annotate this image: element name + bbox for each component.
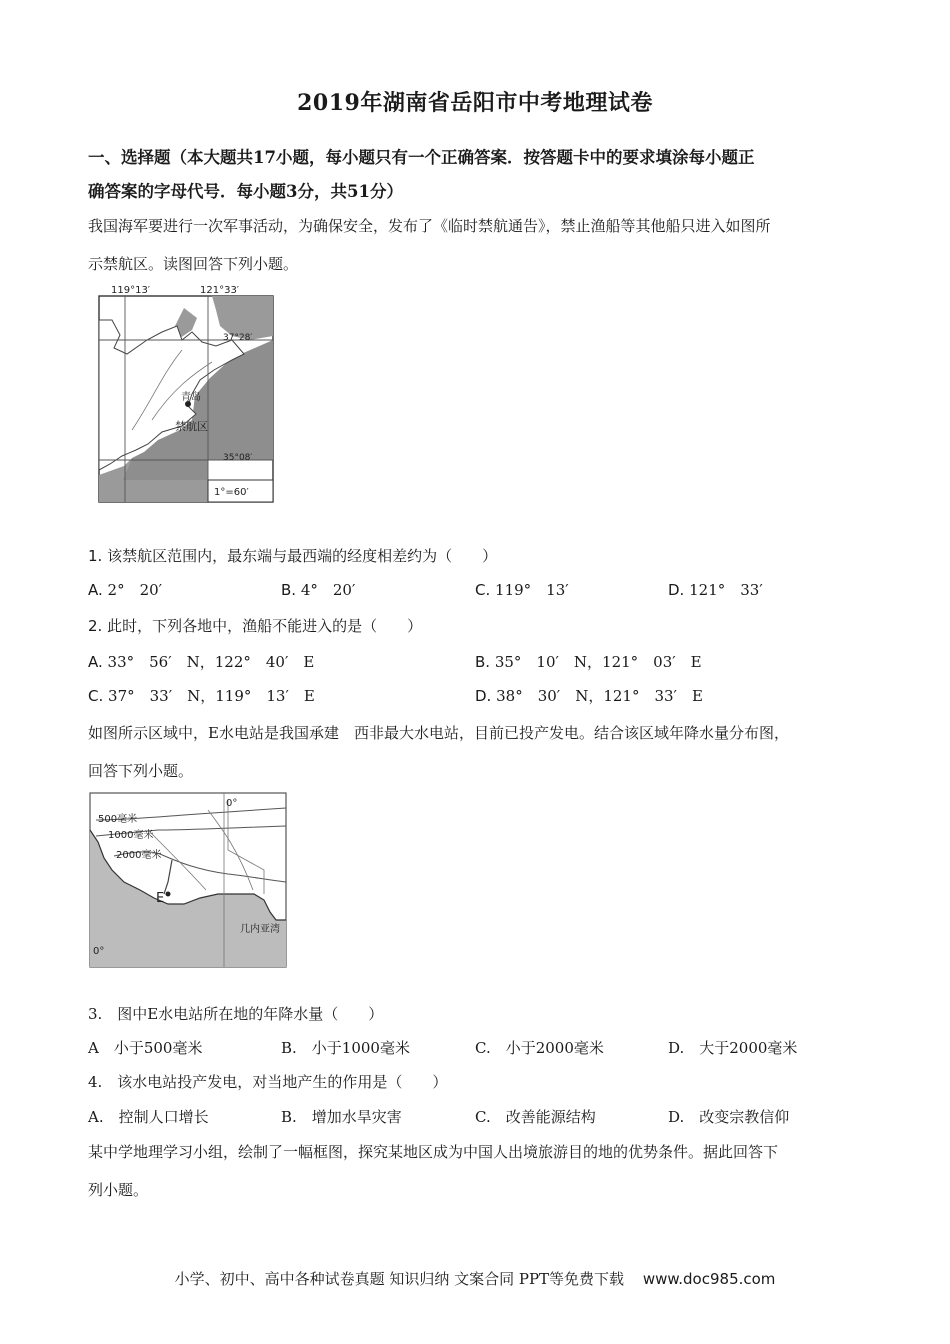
gulf-label: 几内亚湾 [240, 924, 280, 935]
lat-top-label: 37°28′ [223, 333, 253, 343]
question-1-number: 1. [88, 547, 103, 565]
intro1-line1: 我国海军要进行一次军事活动，为确保安全，发布了《临时禁航通告》，禁止渔船等其他船只进入如图所 [88, 217, 771, 235]
page-footer [0, 1268, 950, 1289]
lon-left-label: 119°13′ [111, 285, 151, 296]
question-1 [88, 545, 497, 566]
section-heading-line2: 确答案的字母代号．每小题3分，共51分） [88, 182, 403, 201]
lat-zero-label: 0° [93, 946, 105, 957]
section-heading-line1: 一、选择题（本大题共17小题，每小题只有一个正确答案．按答题卡中的要求填涂每小题正 [88, 148, 755, 167]
q1-option-a[interactable]: A. 2° 20′ [88, 581, 163, 599]
q4-option-d[interactable]: D. 改变宗教信仰 [668, 1108, 790, 1126]
q1-option-d[interactable]: D. 121° 33′ [668, 581, 763, 599]
intro2-line2: 回答下列小题。 [88, 762, 194, 780]
zone-label: 禁航区 [175, 420, 208, 433]
station-e-label: E [156, 891, 165, 906]
city-label-qingdao: 青岛 [181, 392, 201, 403]
question-1-stem: 该禁航区范围内，最东端与最西端的经度相差约为（ ） [107, 547, 498, 565]
footer-text: 小学、初中、高中各种试卷真题 知识归纳 文案合同 PPT等免费下载 [174, 1270, 625, 1288]
intro1-line2: 示禁航区。读图回答下列小题。 [88, 255, 299, 273]
q3-option-a[interactable]: A 小于500毫米 [88, 1039, 203, 1057]
lon-zero-label: 0° [226, 798, 238, 809]
intro3-line1: 某中学地理学习小组，绘制了一幅框图，探究某地区成为中国人出境旅游目的地的优势条件。据此回答下 [88, 1143, 779, 1161]
q1-option-b[interactable]: B. 4° 20′ [281, 581, 356, 599]
q4-option-c[interactable]: C. 改善能源结构 [475, 1108, 596, 1126]
question-2-stem: 此时，下列各地中，渔船不能进入的是（ ） [107, 617, 423, 635]
q3-option-c[interactable]: C. 小于2000毫米 [475, 1039, 604, 1057]
q2-option-c[interactable]: C. 37° 33′ N，119° 13′ E [88, 687, 315, 705]
isohyet-1000-label: 1000毫米 [108, 830, 154, 841]
precipitation-map [88, 790, 290, 970]
intro3-line2: 列小题。 [88, 1181, 149, 1199]
isohyet-2000-label: 2000毫米 [116, 850, 162, 861]
page-title: 2019年湖南省岳阳市中考地理试卷 [297, 90, 653, 116]
navigation-zone-map [92, 280, 282, 506]
question-3-stem: 3. 图中E水电站所在地的年降水量（ ） [88, 1005, 384, 1023]
intro2-line1: 如图所示区域中，E水电站是我国承建 西非最大水电站，目前已投产发电。结合该区域年降水量分布图， [88, 724, 789, 742]
scale-label: 1°=60′ [214, 487, 249, 498]
q4-option-a[interactable]: A. 控制人口增长 [88, 1108, 209, 1126]
q2-option-d[interactable]: D. 38° 30′ N，121° 33′ E [475, 687, 703, 705]
q4-option-b[interactable]: B. 增加水旱灾害 [281, 1108, 402, 1126]
q2-option-a[interactable]: A. 33° 56′ N，122° 40′ E [88, 653, 315, 671]
footer-url-link[interactable]: www.doc985.com [642, 1270, 776, 1288]
q3-option-b[interactable]: B. 小于1000毫米 [281, 1039, 410, 1057]
question-4-stem: 4. 该水电站投产发电，对当地产生的作用是（ ） [88, 1073, 448, 1091]
q3-option-d[interactable]: D. 大于2000毫米 [668, 1039, 798, 1057]
q2-option-b[interactable]: B. 35° 10′ N，121° 03′ E [475, 653, 702, 671]
lat-bottom-label: 35°08′ [223, 453, 253, 463]
q1-option-c[interactable]: C. 119° 13′ [475, 581, 569, 599]
question-2-number: 2. [88, 617, 103, 635]
question-2 [88, 615, 422, 636]
lon-right-label: 121°33′ [200, 285, 240, 296]
isohyet-500-label: 500毫米 [98, 814, 138, 825]
